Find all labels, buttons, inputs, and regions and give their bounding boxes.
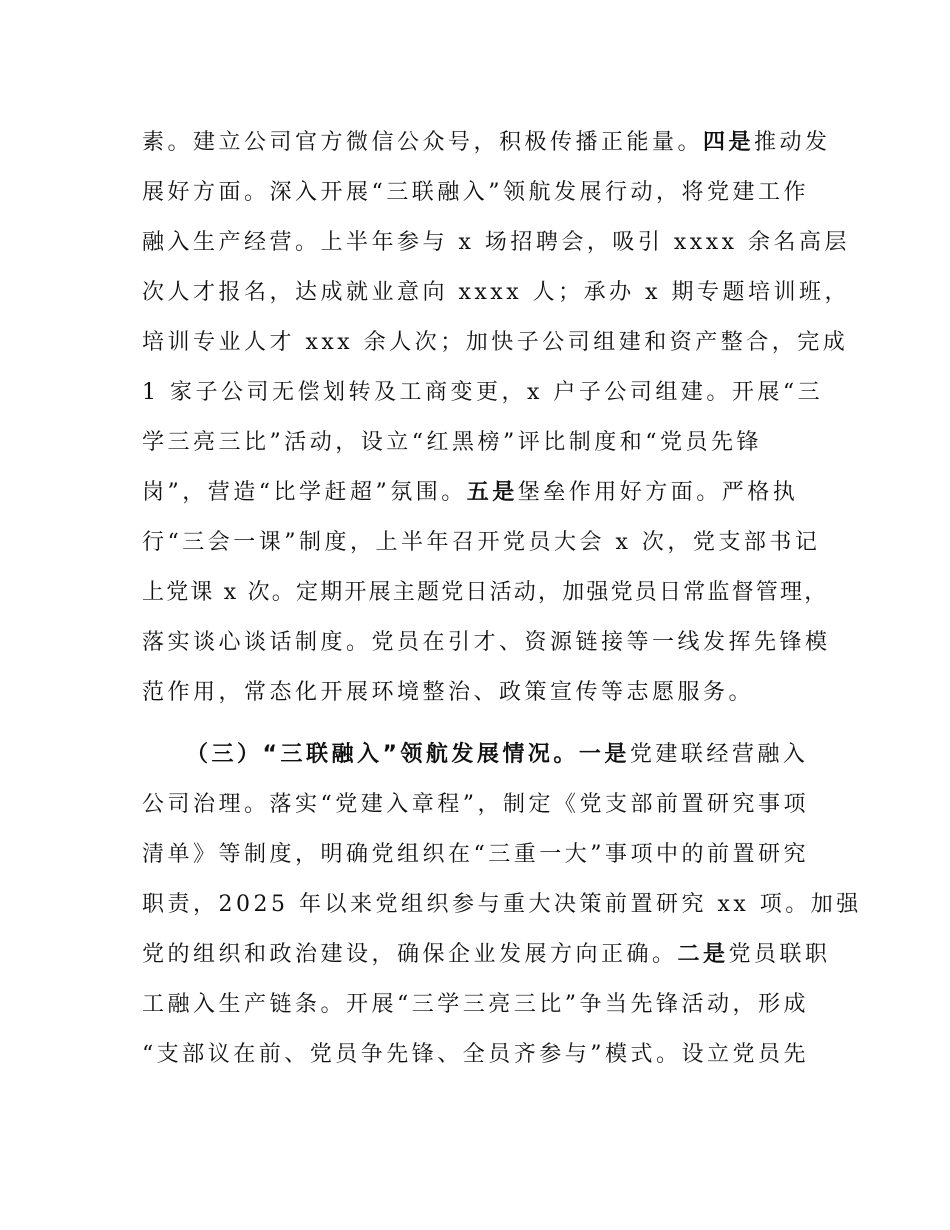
bold-lead-phrase: 五是 [466, 480, 518, 505]
text-span: 党的组织和政治建设，确保企业发展方向正确。 [142, 942, 678, 967]
section-heading: （三）“三联融入”领航发展情况。一是 [186, 742, 630, 767]
text-span: 党员联职 [728, 942, 831, 967]
paragraph-1-line-9: 行“三会一课”制度，上半年召开党员大会 x 次，党支部书记 [142, 530, 821, 555]
bold-lead-phrase: 四是 [703, 130, 755, 155]
paragraph-1-line-4: 次人才报名，达成就业意向 xxxx 人；承办 x 期专题培训班， [142, 280, 851, 305]
text-span: 党建联经营融入 [629, 742, 809, 767]
paragraph-2-line-3: 清单》等制度，明确党组织在“三重一大”事项中的前置研究 [142, 842, 809, 867]
text-span: 堡垒作用好方面。严格执 [517, 480, 799, 505]
paragraph-2-line-7: “支部议在前、党员争先锋、全员齐参与”模式。设立党员先 [142, 1042, 809, 1067]
paragraph-2-line-2: 公司治理。落实“党建入章程”，制定《党支部前置研究事项 [142, 792, 809, 817]
paragraph-1-line-6: 1 家子公司无偿划转及工商变更，x 户子公司组建。开展“三 [142, 380, 824, 405]
paragraph-1-line-12: 范作用，常态化开展环境整治、政策宣传等志愿服务。 [142, 680, 755, 705]
paragraph-1-line-1 [142, 118, 831, 168]
paragraph-2-line-6: 工融入生产链条。开展“三学三亮三比”争当先锋活动，形成 [142, 992, 809, 1017]
paragraph-2-line-4: 职责，2025 年以来党组织参与重大决策前置研究 xx 项。加强 [142, 892, 862, 917]
bold-lead-phrase: 二是 [677, 942, 729, 967]
text-span: 素。建立公司官方微信公众号，积极传播正能量。 [142, 130, 704, 155]
paragraph-2-line-5 [142, 930, 831, 980]
text-span: 岗”，营造“比学赶超”氛围。 [142, 480, 467, 505]
paragraph-1-line-2: 展好方面。深入开展“三联融入”领航发展行动，将党建工作 [142, 180, 809, 205]
paragraph-1-line-11: 落实谈心谈话制度。党员在引才、资源链接等一线发挥先锋模 [142, 630, 831, 655]
paragraph-1-line-7: 学三亮三比”活动，设立“红黑榜”评比制度和“党员先锋 [142, 430, 762, 455]
paragraph-1-line-5: 培训专业人才 xxx 余人次；加快子公司组建和资产整合，完成 [142, 330, 849, 355]
text-span: 推动发 [754, 130, 831, 155]
paragraph-1-line-10: 上党课 x 次。定期开展主题党日活动，加强党员日常监督管理， [142, 580, 829, 605]
paragraph-1-line-8 [142, 468, 822, 518]
paragraph-2-line-1 [186, 730, 826, 780]
paragraph-1-line-3: 融入生产经营。上半年参与 x 场招聘会，吸引 xxxx 余名高层 [142, 230, 851, 255]
